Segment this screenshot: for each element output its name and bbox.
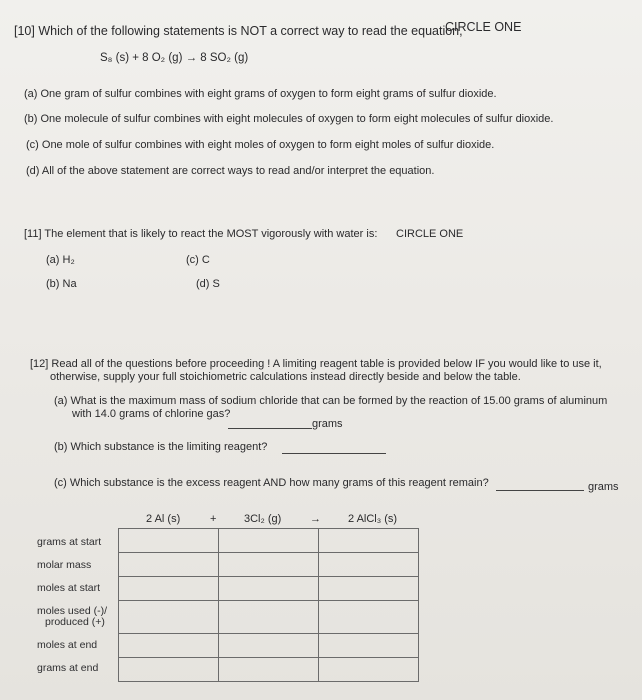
cell-alcl3-moles-end[interactable] <box>319 634 419 658</box>
cell-alcl3-grams-end[interactable] <box>319 658 419 682</box>
cell-alcl3-molar-mass[interactable] <box>319 553 419 577</box>
q11-option-d[interactable]: (d) S <box>196 278 220 290</box>
q11-option-a[interactable]: (a) H₂ <box>46 254 75 266</box>
q12a-answer-line[interactable] <box>228 428 312 429</box>
q11-stem: [11] The element that is likely to react the MOST vigorously with water is: <box>24 228 378 240</box>
table-row <box>119 577 419 601</box>
q12-stem-line1: [12] Read all of the questions before proceeding ! A limiting reagent table is provided below IF you would like to use it, <box>30 358 602 370</box>
cell-al-moles-start[interactable] <box>119 577 219 601</box>
cell-alcl3-moles-used[interactable] <box>319 601 419 634</box>
table-row <box>119 658 419 682</box>
row-label-grams-start: grams at start <box>37 536 102 548</box>
q10-option-c[interactable]: (c) One mole of sulfur combines with eight moles of oxygen to form eight moles of sulfur dioxide. <box>26 139 495 151</box>
q12c-unit: grams <box>588 481 619 493</box>
row-label-produced: produced (+) <box>45 616 105 628</box>
row-label-molar-mass: molar mass <box>37 559 92 571</box>
q12b-answer-line[interactable] <box>282 453 386 454</box>
row-label-moles-start: moles at start <box>37 582 101 594</box>
cell-al-grams-start[interactable] <box>119 529 219 553</box>
cell-cl2-grams-end[interactable] <box>219 658 319 682</box>
header-alcl3: 2 AlCl₃ (s) <box>348 513 398 525</box>
row-label-moles-used: moles used (-)/ <box>37 605 108 617</box>
cell-al-grams-end[interactable] <box>119 658 219 682</box>
q10-circle-one: CIRCLE ONE <box>445 20 522 34</box>
cell-al-moles-used[interactable] <box>119 601 219 634</box>
cell-al-moles-end[interactable] <box>119 634 219 658</box>
q10-option-a[interactable]: (a) One gram of sulfur combines with eight grams of oxygen to form eight grams of sulfur dioxide. <box>24 88 497 100</box>
table-row <box>119 553 419 577</box>
cell-cl2-moles-used[interactable] <box>219 601 319 634</box>
q10-option-d[interactable]: (d) All of the above statement are correct ways to read and/or interpret the equation. <box>26 165 435 177</box>
header-al: 2 Al (s) <box>146 513 181 525</box>
q12b-question: (b) Which substance is the limiting reagent? <box>54 441 268 453</box>
cell-cl2-moles-start[interactable] <box>219 577 319 601</box>
q11-circle-one: CIRCLE ONE <box>396 228 464 240</box>
q12c-answer-line[interactable] <box>496 490 584 491</box>
header-plus: + <box>210 513 217 525</box>
cell-al-molar-mass[interactable] <box>119 553 219 577</box>
q10-equation: S₈ (s) + 8 O₂ (g) → 8 SO₂ (g) <box>100 52 249 64</box>
row-label-grams-end: grams at end <box>37 662 99 674</box>
q11-option-c[interactable]: (c) C <box>186 254 210 266</box>
limiting-reagent-table <box>118 528 419 682</box>
table-row <box>119 529 419 553</box>
q12a-unit: grams <box>312 418 343 430</box>
cell-cl2-molar-mass[interactable] <box>219 553 319 577</box>
header-arrow: → <box>310 513 321 525</box>
q10-stem: [10] Which of the following statements is NOT a correct way to read the equation, <box>14 24 463 38</box>
cell-cl2-grams-start[interactable] <box>219 529 319 553</box>
table-row <box>119 601 419 634</box>
q12-stem-line2: otherwise, supply your full stoichiometric calculations instead directly beside and below the table. <box>50 371 521 383</box>
table-row <box>119 634 419 658</box>
row-label-moles-end: moles at end <box>37 639 98 651</box>
cell-alcl3-grams-start[interactable] <box>319 529 419 553</box>
q12c-question: (c) Which substance is the excess reagent AND how many grams of this reagent remain? <box>54 477 489 489</box>
q11-option-b[interactable]: (b) Na <box>46 278 77 290</box>
cell-cl2-moles-end[interactable] <box>219 634 319 658</box>
q12a-line1: (a) What is the maximum mass of sodium chloride that can be formed by the reaction of 15.00 grams of aluminum <box>54 395 608 407</box>
cell-alcl3-moles-start[interactable] <box>319 577 419 601</box>
q12a-line2: with 14.0 grams of chlorine gas? <box>72 408 231 420</box>
q10-option-b[interactable]: (b) One molecule of sulfur combines with eight molecules of oxygen to form eight molecules of sulfur dioxide. <box>24 113 554 125</box>
header-cl2: 3Cl₂ (g) <box>244 513 282 525</box>
